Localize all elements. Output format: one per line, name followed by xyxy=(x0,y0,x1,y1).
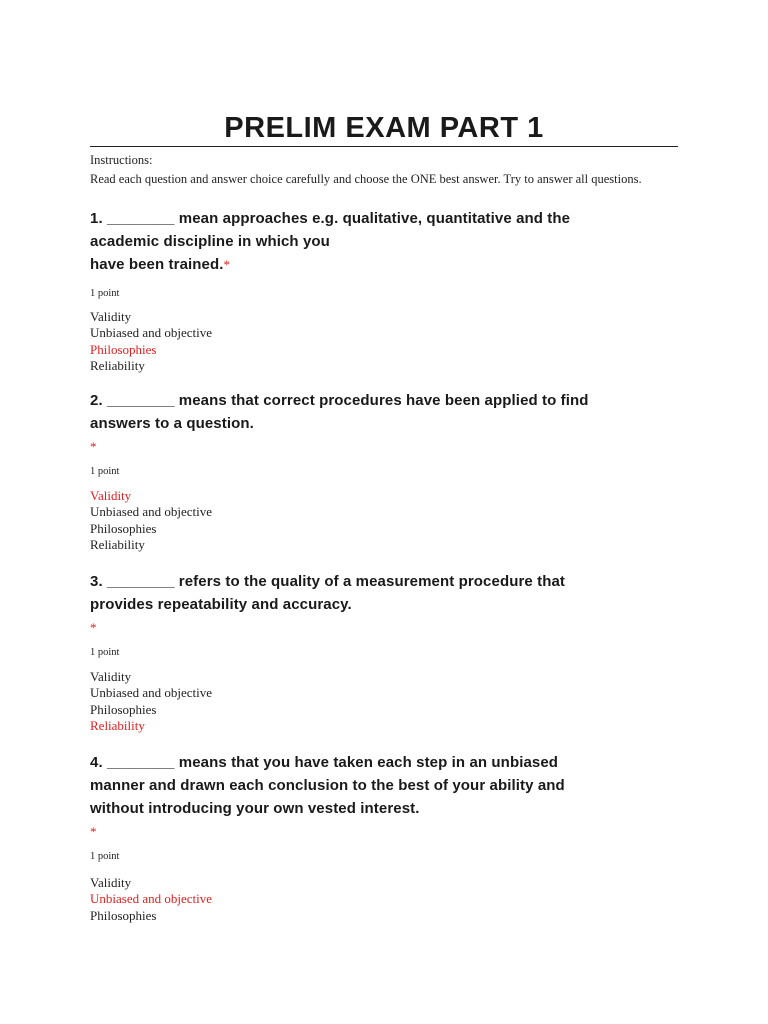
question-4-line-1: 4. ________ means that you have taken each step in an unbiased xyxy=(90,754,559,771)
choice-unbiased-and-objective[interactable]: Unbiased and objective xyxy=(90,891,213,907)
title-divider xyxy=(90,146,678,147)
choice-philosophies[interactable]: Philosophies xyxy=(90,701,157,717)
question-2-text xyxy=(90,389,678,435)
question-1-line-1: 1. ________ mean approaches e.g. qualitative, quantitative and the xyxy=(90,210,571,227)
choice-philosophies[interactable]: Philosophies xyxy=(90,520,157,536)
instructions-heading: Instructions: xyxy=(90,153,153,167)
choice-philosophies[interactable]: Philosophies xyxy=(90,341,157,357)
choice-reliability[interactable]: Reliability xyxy=(90,357,145,373)
question-3-points: 1 point xyxy=(90,647,120,658)
choice-validity[interactable]: Validity xyxy=(90,875,132,890)
choice-validity[interactable]: Validity xyxy=(90,669,132,684)
choice-validity[interactable]: Validity xyxy=(90,309,132,324)
question-4 xyxy=(90,751,678,924)
choice-unbiased-and-objective[interactable]: Unbiased and objective xyxy=(90,504,213,520)
question-4-text xyxy=(90,751,678,820)
question-4-line-3: without introducing your own vested interest. xyxy=(90,800,420,817)
required-asterisk: * xyxy=(223,257,231,272)
question-1-points: 1 point xyxy=(90,288,120,299)
choice-philosophies[interactable]: Philosophies xyxy=(90,907,157,923)
required-asterisk: * xyxy=(90,620,97,635)
question-3-line-1: 3. ________ refers to the quality of a measurement procedure that xyxy=(90,573,566,590)
instructions xyxy=(90,151,678,189)
question-1-line-3 xyxy=(90,253,678,276)
question-1-line-2: academic discipline in which you xyxy=(90,233,330,250)
choice-reliability[interactable]: Reliability xyxy=(90,536,145,552)
question-4-choices xyxy=(90,875,678,924)
question-1-text xyxy=(90,207,678,276)
question-4-line-2: manner and drawn each conclusion to the best of your ability and xyxy=(90,777,565,794)
question-3-choices xyxy=(90,669,678,734)
page-title: PRELIM EXAM PART 1 xyxy=(224,112,544,144)
required-asterisk: * xyxy=(90,439,97,454)
choice-unbiased-and-objective[interactable]: Unbiased and objective xyxy=(90,325,213,341)
question-2-line-2: answers to a question. xyxy=(90,415,254,432)
question-3 xyxy=(90,570,678,734)
question-1 xyxy=(90,207,678,374)
question-4-points: 1 point xyxy=(90,851,120,862)
exam-page xyxy=(90,0,678,923)
choice-validity[interactable]: Validity xyxy=(90,488,132,503)
required-asterisk: * xyxy=(90,824,97,839)
instructions-text: Read each question and answer choice carefully and choose the ONE best answer. Try to answer all questions. xyxy=(90,172,642,186)
question-2 xyxy=(90,389,678,553)
question-3-text xyxy=(90,570,678,616)
choice-reliability[interactable]: Reliability xyxy=(90,717,145,733)
question-2-line-1: 2. ________ means that correct procedures have been applied to find xyxy=(90,392,589,409)
question-1-line-3-text: have been trained. xyxy=(90,256,224,273)
choice-unbiased-and-objective[interactable]: Unbiased and objective xyxy=(90,685,213,701)
question-3-line-2: provides repeatability and accuracy. xyxy=(90,596,352,613)
question-1-choices xyxy=(90,309,678,374)
question-2-choices xyxy=(90,488,678,553)
question-2-points: 1 point xyxy=(90,466,120,477)
